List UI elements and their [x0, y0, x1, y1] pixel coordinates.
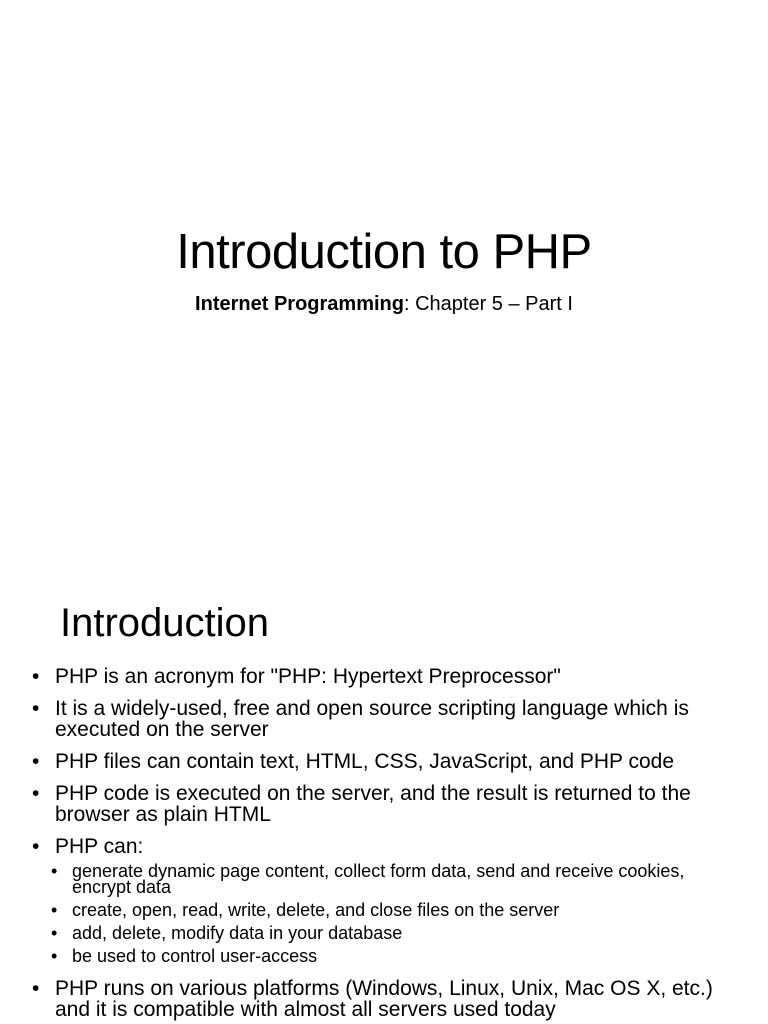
sub-bullet-text: add, delete, modify data in your database: [72, 923, 403, 943]
bullet-item: [32, 836, 742, 964]
bullet-icon: •: [32, 665, 40, 688]
introduction-slide: [0, 578, 768, 1024]
bullet-item: [32, 751, 742, 772]
bullet-item: [32, 783, 742, 825]
sub-bullet-text: generate dynamic page content, collect form data, send and receive cookies, encrypt data: [72, 861, 685, 897]
bullet-icon: •: [32, 977, 40, 1000]
slide-subtitle: [0, 291, 768, 317]
sub-bullet-icon: •: [51, 946, 58, 966]
bullet-icon: •: [32, 697, 40, 720]
bullet-icon: •: [32, 750, 40, 773]
bullet-icon: •: [32, 835, 40, 858]
bullet-icon: •: [32, 782, 40, 805]
bullet-item: [32, 698, 742, 740]
sub-bullet-icon: •: [51, 900, 58, 920]
bullet-text: PHP files can contain text, HTML, CSS, JavaScript, and PHP code: [55, 750, 675, 773]
sub-bullet-item: [51, 902, 742, 918]
subtitle-course: Internet Programming: [195, 293, 404, 315]
sub-bullet-item: [51, 925, 742, 941]
section-heading: Introduction: [60, 601, 270, 645]
sub-bullet-list: [51, 863, 742, 964]
sub-bullet-icon: •: [51, 861, 58, 881]
sub-bullet-icon: •: [51, 923, 58, 943]
sub-bullet-item: [51, 948, 742, 964]
bullet-text: PHP can:: [55, 835, 144, 858]
bullet-list: [32, 666, 742, 1024]
slide-title: Introduction to PHP: [176, 225, 592, 279]
bullet-text: PHP is an acronym for "PHP: Hypertext Preprocessor": [55, 665, 561, 688]
bullet-item: [32, 978, 742, 1020]
subtitle-chapter: : Chapter 5 – Part I: [403, 293, 573, 315]
sub-bullet-text: be used to control user-access: [72, 946, 318, 966]
bullet-text: PHP code is executed on the server, and the result is returned to the browser as plain HTML: [55, 782, 691, 826]
bullet-text: It is a widely-used, free and open source scripting language which is executed on the server: [55, 697, 689, 741]
sub-bullet-item: [51, 863, 742, 895]
sub-bullet-text: create, open, read, write, delete, and close files on the server: [72, 900, 560, 920]
bullet-item: [32, 666, 742, 687]
bullet-text: PHP runs on various platforms (Windows, Linux, Unix, Mac OS X, etc.) and it is compatible with almost all servers used today: [55, 977, 713, 1021]
